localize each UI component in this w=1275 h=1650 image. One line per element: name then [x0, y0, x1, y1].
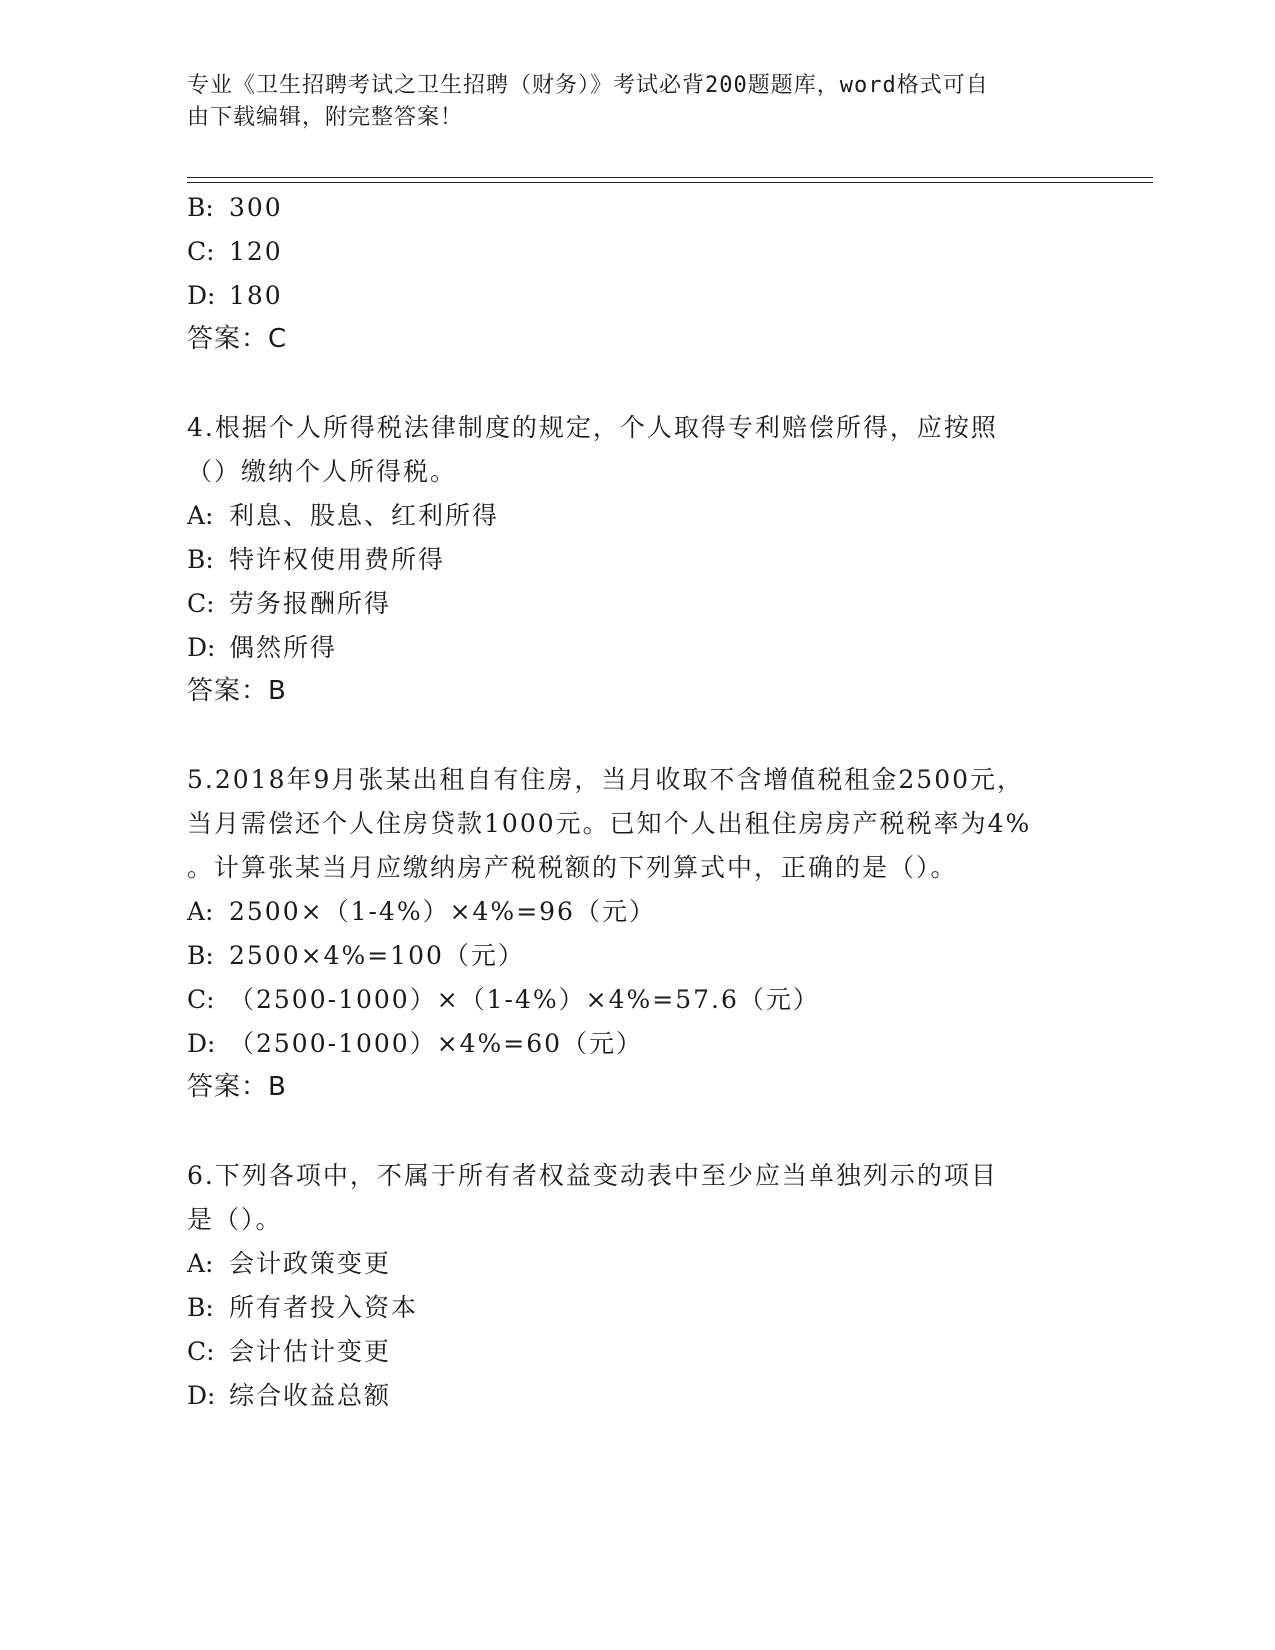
q5-option-a: A: 2500×（1-4%）×4%=96（元）	[187, 897, 656, 926]
q4-answer: 答案：B	[187, 676, 287, 706]
q4-option-a: A: 利息、股息、红利所得	[187, 501, 500, 530]
q5-answer: 答案：B	[187, 1072, 287, 1102]
q4-option-b: B: 特许权使用费所得	[187, 545, 446, 574]
q5-stem-line-3: 。计算张某当月应缴纳房产税税额的下列算式中，正确的是（）。	[187, 853, 958, 882]
q4-stem-line-2: （）缴纳个人所得税。	[187, 457, 458, 486]
header-line-2: 由下载编辑，附完整答案！	[187, 105, 464, 130]
header-rule-top	[187, 177, 1153, 178]
q3-option-c: C: 120	[187, 237, 283, 266]
q4-stem-line-1: 4.根据个人所得税法律制度的规定，个人取得专利赔偿所得，应按照	[187, 413, 998, 442]
q6-option-b: B: 所有者投入资本	[187, 1293, 419, 1322]
q5-stem-line-2: 当月需偿还个人住房贷款1000元。已知个人出租住房房产税税率为4%	[187, 809, 1032, 838]
q6-option-a: A: 会计政策变更	[187, 1249, 392, 1278]
q6-stem-line-1: 6.下列各项中，不属于所有者权益变动表中至少应当单独列示的项目	[187, 1161, 998, 1190]
header-line-1: 专业《卫生招聘考试之卫生招聘（财务）》考试必背200题题库，word格式可自	[187, 73, 989, 98]
document-header	[187, 70, 1067, 134]
q3-option-d: D: 180	[187, 281, 283, 310]
q6-stem-line-2: 是（）。	[187, 1205, 283, 1234]
q3-option-b: B: 300	[187, 193, 283, 222]
q5-stem-line-1: 5.2018年9月张某出租自有住房，当月收取不含增值税租金2500元，	[187, 765, 1025, 794]
q6-option-d: D: 综合收益总额	[187, 1381, 392, 1410]
q4-option-c: C: 劳务报酬所得	[187, 589, 392, 618]
q5-option-c: C: （2500-1000）×（1-4%）×4%=57.6（元）	[187, 985, 820, 1014]
header-rule-bottom	[187, 182, 1153, 183]
q4-option-d: D: 偶然所得	[187, 633, 338, 662]
q6-option-c: C: 会计估计变更	[187, 1337, 392, 1366]
q5-option-d: D: （2500-1000）×4%=60（元）	[187, 1029, 644, 1058]
q5-option-b: B: 2500×4%=100（元）	[187, 941, 525, 970]
q3-answer: 答案：C	[187, 324, 288, 354]
